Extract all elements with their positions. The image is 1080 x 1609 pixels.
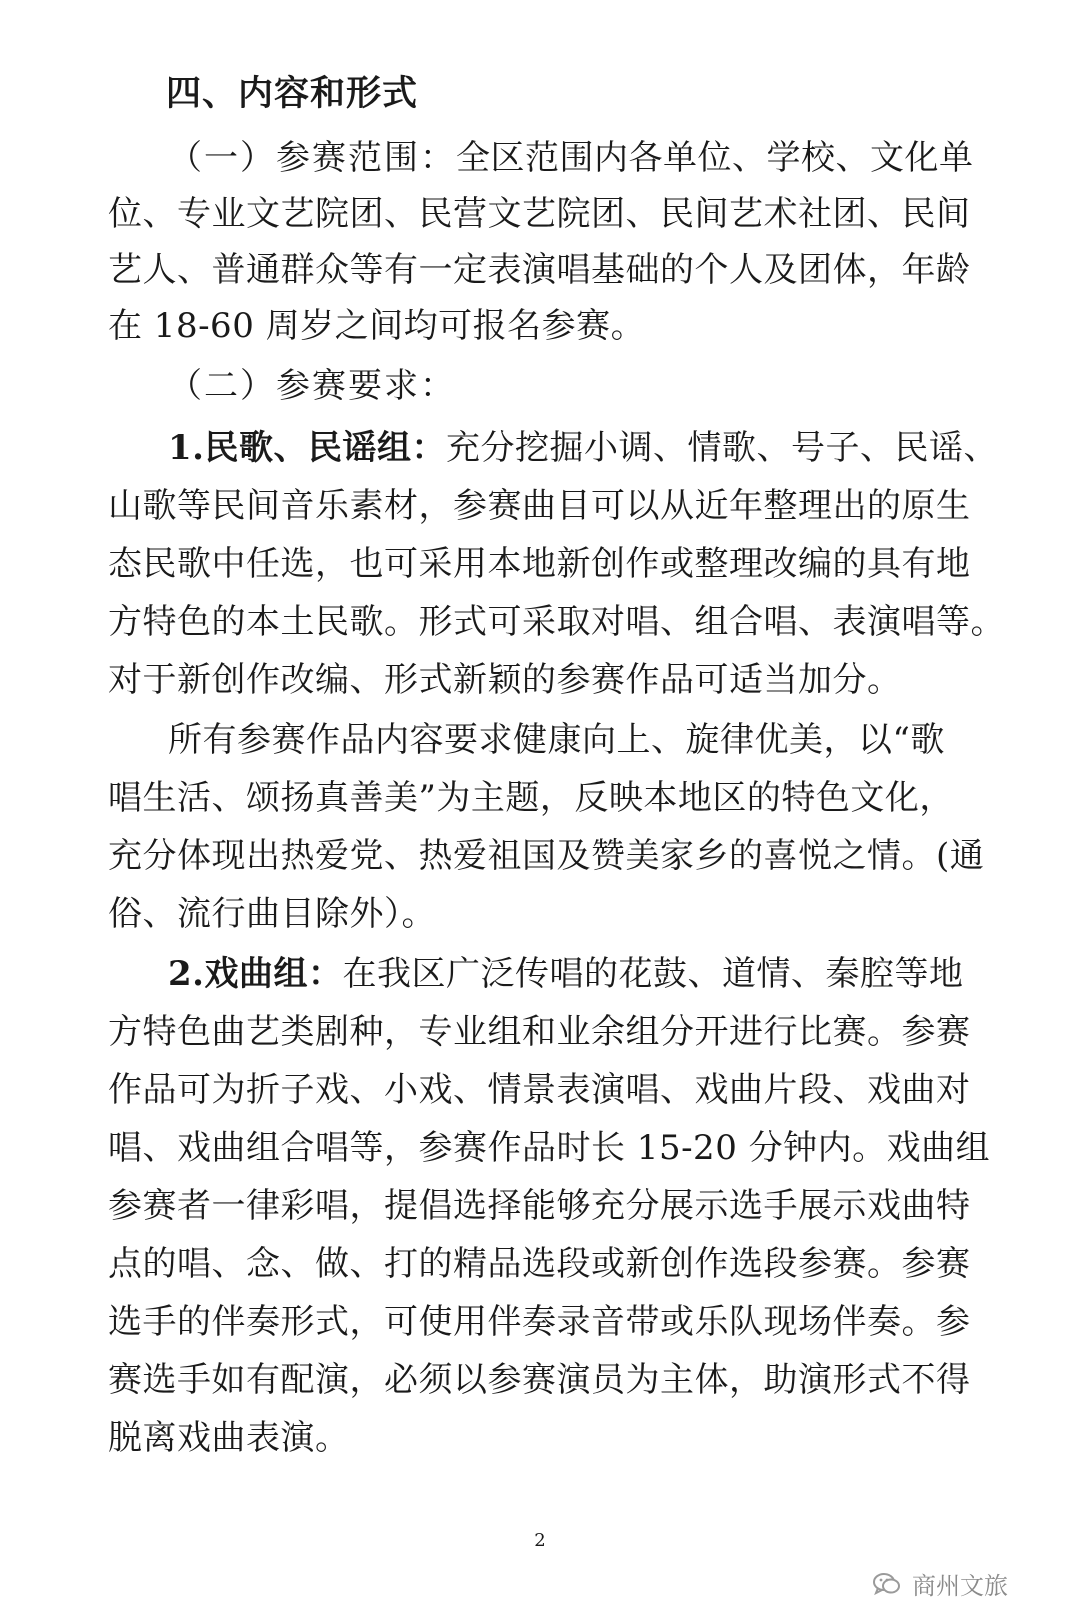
item2-text: 在我区广泛传唱的花鼓、道情、秦腔等地	[342, 954, 964, 994]
item1-line-2: 山歌等民间音乐素材，参赛曲目可以从近年整理出的原生	[108, 486, 971, 526]
item1-title: 1.民歌、民谣组：	[168, 428, 446, 468]
item1-line-5: 对于新创作改编、形式新颖的参赛作品可适当加分。	[108, 660, 902, 700]
section1-label: （一）参赛范围：	[168, 138, 456, 178]
item2-line-2: 方特色曲艺类剧种，专业组和业余组分开进行比赛。参赛	[108, 1012, 971, 1052]
item1-line-3: 态民歌中任选，也可采用本地新创作或整理改编的具有地	[108, 544, 971, 584]
section1-line-4: 在 18-60 周岁之间均可报名参赛。	[108, 306, 646, 346]
paragraph-line-3: 充分体现出热爱党、热爱祖国及赞美家乡的喜悦之情。(通	[108, 836, 985, 876]
item2-line-6: 点的唱、念、做、打的精品选段或新创作选段参赛。参赛	[108, 1244, 971, 1284]
item2-line-7: 选手的伴奏形式，可使用伴奏录音带或乐队现场伴奏。参	[108, 1302, 971, 1342]
item1-line-4: 方特色的本土民歌。形式可采取对唱、组合唱、表演唱等。	[108, 602, 1005, 642]
section2-label: （二）参赛要求：	[168, 366, 456, 406]
item2-line-8: 赛选手如有配演，必须以参赛演员为主体，助演形式不得	[108, 1360, 971, 1400]
page-number: 2	[534, 1530, 546, 1551]
paragraph-line-2: 唱生活、颂扬真善美”为主题，反映本地区的特色文化，	[108, 778, 954, 818]
item2-title: 2.戏曲组：	[168, 954, 343, 994]
wechat-icon	[872, 1571, 902, 1597]
section1-text: 全区范围内各单位、学校、文化单	[456, 138, 974, 178]
paragraph-line-1: 所有参赛作品内容要求健康向上、旋律优美，以“歌	[168, 720, 945, 760]
paragraph-line-4: 俗、流行曲目除外）。	[108, 894, 436, 934]
item1-line-1	[108, 428, 1038, 468]
item2-line-3: 作品可为折子戏、小戏、情景表演唱、戏曲片段、戏曲对	[108, 1070, 971, 1110]
section1-line-2: 位、专业文艺院团、民营文艺院团、民间艺术社团、民间	[108, 194, 971, 234]
watermark	[872, 1566, 1008, 1601]
item1-text: 充分挖掘小调、情歌、号子、民谣、	[446, 428, 998, 468]
watermark-text: 商州文旅	[912, 1572, 1008, 1600]
item2-line-1	[108, 954, 1038, 994]
section1-line-1	[108, 138, 1038, 178]
item2-line-4: 唱、戏曲组合唱等，参赛作品时长 15-20 分钟内。戏曲组	[108, 1128, 991, 1168]
section1-line-3: 艺人、普通群众等有一定表演唱基础的个人及团体，年龄	[108, 250, 971, 290]
item2-line-5: 参赛者一律彩唱，提倡选择能够充分展示选手展示戏曲特	[108, 1186, 971, 1226]
section-heading: 四、内容和形式	[166, 74, 419, 114]
item2-line-9: 脱离戏曲表演。	[108, 1418, 350, 1458]
